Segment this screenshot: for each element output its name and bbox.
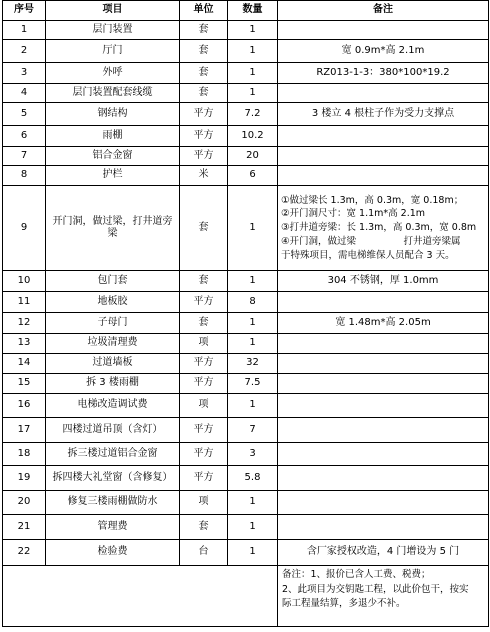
row-qty: 1 [228, 40, 278, 63]
row-note [278, 466, 489, 491]
row-unit: 平方 [180, 418, 228, 443]
table-row [3, 21, 489, 40]
row-unit: 套 [180, 186, 228, 271]
table-row [3, 491, 489, 515]
row-qty: 3 [228, 443, 278, 466]
row-index: 14 [3, 354, 46, 374]
row-unit: 平方 [180, 103, 228, 126]
row-unit: 套 [180, 271, 228, 292]
footer-note [278, 566, 489, 627]
row-note [278, 334, 489, 354]
row-qty: 1 [228, 63, 278, 84]
row-unit: 套 [180, 313, 228, 334]
row-note [278, 292, 489, 313]
row-item: 厅门 [46, 40, 180, 63]
row-unit: 平方 [180, 126, 228, 147]
row-qty: 5.8 [228, 466, 278, 491]
row-note-line: ④开门洞，做过梁 打井道旁梁属 [281, 235, 461, 247]
table-row [3, 103, 489, 126]
row-qty: 1 [228, 84, 278, 103]
row-item: 拆三楼过道铝合金窗 [46, 443, 180, 466]
row-index: 2 [3, 40, 46, 63]
row-qty: 1 [228, 271, 278, 292]
row-unit: 平方 [180, 443, 228, 466]
row-unit: 台 [180, 540, 228, 566]
header-qty: 数量 [228, 1, 278, 21]
table-row [3, 394, 489, 418]
row-unit: 套 [180, 515, 228, 540]
row-qty: 32 [228, 354, 278, 374]
quotation-table [2, 0, 489, 627]
row-unit: 项 [180, 334, 228, 354]
row-item: 层门装置配套线缆 [46, 84, 180, 103]
row-note: RZ013-1-3：380*100*19.2 [278, 63, 489, 84]
row-unit: 项 [180, 394, 228, 418]
row-item: 外呼 [46, 63, 180, 84]
row-note [278, 515, 489, 540]
row-note-line: ②开门洞尺寸：宽 1.1m*高 2.1m [281, 208, 426, 220]
table-row [3, 186, 489, 271]
row-item: 四楼过道吊顶（含灯） [46, 418, 180, 443]
table-row [3, 63, 489, 84]
footer-note-line: 备注：1、报价已含人工费、税费； [282, 569, 431, 580]
row-index: 19 [3, 466, 46, 491]
row-qty: 6 [228, 166, 278, 186]
row-note: 含厂家授权改造，4 门增设为 5 门 [278, 540, 489, 566]
row-note [278, 21, 489, 40]
row-index: 7 [3, 147, 46, 166]
row-item: 电梯改造调试费 [46, 394, 180, 418]
row-note: 3 楼立 4 根柱子作为受力支撑点 [278, 103, 489, 126]
row-item: 修复三楼雨棚做防水 [46, 491, 180, 515]
row-note: 304 不锈钢，厚 1.0mm [278, 271, 489, 292]
table-row [3, 126, 489, 147]
row-note [278, 186, 489, 271]
row-qty: 1 [228, 313, 278, 334]
row-index: 4 [3, 84, 46, 103]
row-index: 22 [3, 540, 46, 566]
row-item: 拆 3 楼雨棚 [46, 374, 180, 394]
table-row [3, 292, 489, 313]
row-note [278, 418, 489, 443]
row-index: 20 [3, 491, 46, 515]
table-row [3, 515, 489, 540]
row-note [278, 491, 489, 515]
row-index: 17 [3, 418, 46, 443]
row-item: 检验费 [46, 540, 180, 566]
row-note [278, 126, 489, 147]
row-note: 宽 0.9m*高 2.1m [278, 40, 489, 63]
row-qty: 8 [228, 292, 278, 313]
row-qty: 20 [228, 147, 278, 166]
footer-note-line: 际工程量结算，多退少不补。 [282, 598, 406, 610]
table-row [3, 40, 489, 63]
row-index: 11 [3, 292, 46, 313]
table-row [3, 147, 489, 166]
row-qty: 7 [228, 418, 278, 443]
row-note-line: ①做过梁长 1.3m，高 0.3m，宽 0.18m； [281, 194, 464, 206]
row-index: 10 [3, 271, 46, 292]
row-note: 宽 1.48m*高 2.05m [278, 313, 489, 334]
row-note [278, 394, 489, 418]
row-qty: 1 [228, 394, 278, 418]
header-item: 项目 [46, 1, 180, 21]
header-index: 序号 [3, 1, 46, 21]
table-row [3, 354, 489, 374]
row-item: 铝合金窗 [46, 147, 180, 166]
footer-empty-cell [3, 566, 278, 627]
table-row [3, 84, 489, 103]
row-item: 护栏 [46, 166, 180, 186]
row-qty: 7.2 [228, 103, 278, 126]
footer-note-line: 2、此项目为交钥匙工程，以此价包干，按实 [282, 583, 469, 595]
row-item: 钢结构 [46, 103, 180, 126]
row-index: 6 [3, 126, 46, 147]
row-note [278, 147, 489, 166]
row-index: 8 [3, 166, 46, 186]
row-index: 5 [3, 103, 46, 126]
footer-row [3, 566, 489, 627]
row-qty: 1 [228, 186, 278, 271]
row-unit: 平方 [180, 292, 228, 313]
row-index: 16 [3, 394, 46, 418]
row-item: 包门套 [46, 271, 180, 292]
row-index: 18 [3, 443, 46, 466]
row-note [278, 166, 489, 186]
row-index: 1 [3, 21, 46, 40]
row-index: 13 [3, 334, 46, 354]
row-item: 过道墙板 [46, 354, 180, 374]
table-row [3, 443, 489, 466]
table-row [3, 540, 489, 566]
row-item: 开门洞，做过梁，打井道旁梁 [46, 186, 180, 271]
table-row [3, 466, 489, 491]
row-qty: 10.2 [228, 126, 278, 147]
table-row [3, 334, 489, 354]
row-unit: 套 [180, 63, 228, 84]
row-unit: 平方 [180, 374, 228, 394]
row-note [278, 354, 489, 374]
row-index: 15 [3, 374, 46, 394]
row-qty: 1 [228, 491, 278, 515]
row-unit: 平方 [180, 354, 228, 374]
row-note [278, 443, 489, 466]
table-row [3, 374, 489, 394]
row-note-line: ③打井道旁梁：长 1.3m，高 0.3m，宽 0.8m [281, 222, 477, 234]
table-row [3, 418, 489, 443]
row-unit: 套 [180, 21, 228, 40]
row-item: 垃圾清理费 [46, 334, 180, 354]
table-row [3, 313, 489, 334]
row-qty: 7.5 [228, 374, 278, 394]
row-index: 9 [3, 186, 46, 271]
row-qty: 1 [228, 334, 278, 354]
row-qty: 1 [228, 515, 278, 540]
row-qty: 1 [228, 21, 278, 40]
row-unit: 套 [180, 84, 228, 103]
row-qty: 1 [228, 540, 278, 566]
row-unit: 项 [180, 491, 228, 515]
table-row [3, 271, 489, 292]
row-item: 拆四楼大礼堂窗（含修复） [46, 466, 180, 491]
row-item: 层门装置 [46, 21, 180, 40]
header-row [3, 1, 489, 21]
row-index: 3 [3, 63, 46, 84]
row-item: 雨棚 [46, 126, 180, 147]
row-note-line: 于特殊项目，需电梯维保人员配合 3 天。 [281, 249, 455, 261]
row-note [278, 84, 489, 103]
row-index: 12 [3, 313, 46, 334]
header-unit: 单位 [180, 1, 228, 21]
row-index: 21 [3, 515, 46, 540]
row-item: 地板胶 [46, 292, 180, 313]
row-unit: 套 [180, 40, 228, 63]
header-note: 备注 [278, 1, 489, 21]
row-item: 管理费 [46, 515, 180, 540]
row-unit: 米 [180, 166, 228, 186]
table-row [3, 166, 489, 186]
row-unit: 平方 [180, 147, 228, 166]
row-note [278, 374, 489, 394]
row-unit: 平方 [180, 466, 228, 491]
row-item: 子母门 [46, 313, 180, 334]
